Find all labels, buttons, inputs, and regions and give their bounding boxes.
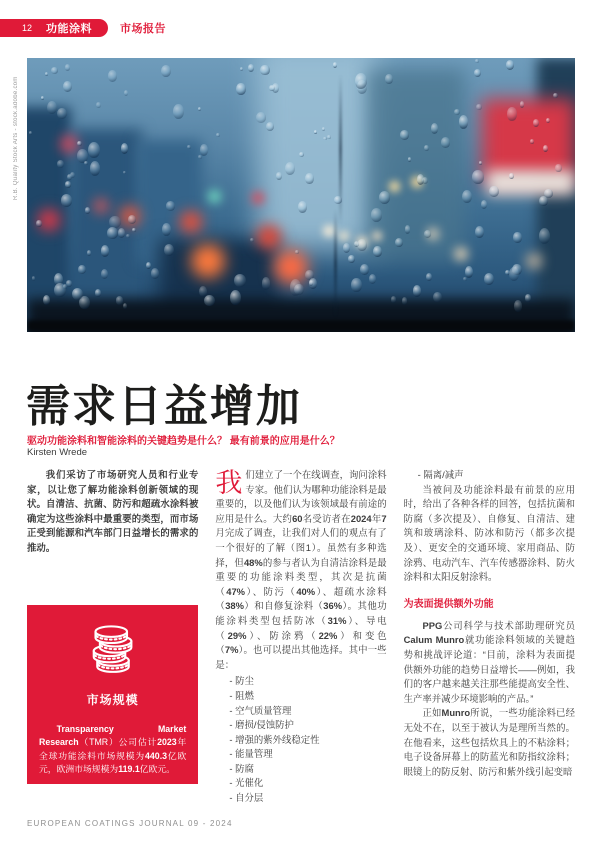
- raindrop: [272, 83, 279, 93]
- section-label: 功能涂料: [46, 23, 93, 35]
- raindrop: [413, 285, 422, 297]
- section-heading: 为表面提供额外功能: [403, 598, 494, 610]
- raindrop: [200, 144, 208, 156]
- raindrop: [506, 60, 514, 70]
- list-item: - 光催化: [215, 776, 386, 791]
- raindrop: [465, 266, 473, 278]
- raindrop: [204, 295, 215, 306]
- raindrop: [101, 245, 110, 257]
- raindrop: [116, 296, 124, 304]
- raindrop: [85, 207, 90, 213]
- photo-credit: R.B. Quality Stock Arts - stock.adobe.com: [13, 76, 19, 200]
- raindrop: [41, 96, 44, 100]
- list-item: - 防尘: [215, 674, 386, 689]
- raindrop: [121, 143, 128, 154]
- raindrop: [400, 130, 409, 140]
- raindrop: [162, 223, 171, 236]
- raindrop: [431, 123, 438, 134]
- raindrop: [234, 274, 246, 287]
- raindrop: [128, 215, 136, 224]
- raindrop: [369, 274, 376, 284]
- raindrop: [216, 133, 220, 138]
- applications-paragraph: 当被问及功能涂料最有前景的应用时，给出了各种各样的回答，包括抗菌和防腐（多次提及）、自修复、自清洁、建筑和玻璃涂料、防冰和防污（都多次提及）、更安全的交通环境、家用商品、防涂鸦、电动汽车、汽车传感器涂料、防火涂料和太阳反射涂料。: [403, 483, 575, 583]
- drop-cap: 我: [215, 468, 243, 498]
- hero-photo: [27, 58, 575, 332]
- list-item: - 隔离/减声: [404, 468, 575, 483]
- raindrop: [533, 119, 539, 127]
- raindrop: [474, 69, 481, 77]
- raindrop: [433, 292, 442, 302]
- raindrop: [391, 296, 397, 302]
- raindrop: [553, 93, 558, 98]
- raindrop: [57, 108, 67, 119]
- raindrop: [95, 289, 101, 297]
- column-2: [215, 468, 386, 806]
- raindrop: [72, 288, 83, 300]
- raindrop: [47, 101, 57, 114]
- raindrop: [166, 201, 175, 210]
- raindrop: [29, 131, 32, 135]
- raindrop: [57, 160, 64, 168]
- raindrop: [266, 122, 275, 131]
- raindrop: [479, 161, 482, 165]
- raindrop: [424, 145, 428, 151]
- raindrop: [87, 250, 92, 256]
- ppg-paragraph: PPG公司科学与技术部助理研究员Calum Munro就功能涂料领域的关键趋势和挑战评论道：“目前，涂料为表面提供额外功能的趋势日益增长——例如，我们的客户越来越关注那些能提高安全性、生产率并减少环境影响的产品。”: [403, 619, 575, 704]
- raindrop: [88, 142, 100, 158]
- dashboard-silhouette: [27, 320, 575, 332]
- raindrop: [360, 264, 369, 275]
- raindrop: [161, 65, 172, 78]
- raindrop: [322, 127, 325, 131]
- page-number: 12: [22, 23, 33, 33]
- list-item: - 空气质量管理: [215, 704, 386, 719]
- article-body: [27, 468, 575, 806]
- raindrop: [124, 90, 128, 96]
- raindrop: [109, 216, 121, 228]
- raindrop: [285, 162, 295, 175]
- article-subtitle: 驱动功能涂料和智能涂料的关键趋势是什么？ 最有前景的应用是什么？: [27, 436, 340, 447]
- raindrop: [43, 295, 50, 305]
- raindrop: [343, 243, 351, 253]
- survey-paragraph-text: 们建立了一个在线调查，询问涂料专家。他们认为哪种功能涂料是最重要的，以及他们认为该领域最有前途的应用是什么。大约60名受访者在2024年7月完成了调查，让我们对人们的观点有了一个很好的了解（图1）。虽然有多种选择，但48%的参与者认为自清洁涂料是最重要的功能涂料类型，其次是抗菌（47%）、防污（40%）、超疏水涂料（38%）和自修复涂料（36%）。其他功能涂料类型包括防冰（31%）、导电（29%）、防涂鸦（22%）和变色（7%）。也可以提出其他选择。其中一些是：: [215, 469, 387, 670]
- raindrop: [32, 276, 35, 281]
- raindrop: [357, 239, 367, 251]
- raindrop: [90, 161, 100, 175]
- raindrop: [525, 294, 532, 302]
- raindrop: [96, 102, 100, 108]
- raindrop: [187, 145, 191, 150]
- raindrop: [520, 101, 524, 108]
- raindrop: [305, 173, 313, 184]
- section-tab: [0, 19, 108, 37]
- raindrop: [45, 72, 48, 76]
- raindrop: [199, 286, 207, 297]
- coin-stack-icon: [85, 622, 141, 678]
- raindrop: [164, 244, 174, 257]
- raindrop: [379, 191, 390, 204]
- raindrop: [373, 246, 381, 257]
- raindrop: [260, 65, 269, 76]
- raindrop: [123, 303, 127, 309]
- raindrop: [51, 67, 58, 74]
- raindrop: [424, 230, 432, 238]
- raindrop: [463, 277, 467, 281]
- raindrop: [77, 141, 82, 147]
- raindrop: [334, 196, 342, 204]
- raindrop: [123, 171, 126, 175]
- market-size-box: [27, 605, 198, 784]
- raindrop: [514, 300, 522, 311]
- raindrop: [132, 228, 135, 232]
- list-item: - 防腐: [215, 762, 386, 777]
- raindrop: [371, 208, 383, 222]
- raindrop: [489, 186, 499, 198]
- raindrop: [385, 74, 392, 84]
- raindrop: [118, 228, 125, 238]
- market-box-body: Transparency Market Research（TMR）公司估计2023年全球功能涂料市场规模为440.3亿欧元，欧洲市场规模为119.1亿欧元。: [39, 723, 187, 775]
- raindrop: [240, 67, 243, 71]
- list-item: - 阻燃: [215, 689, 386, 704]
- raindrop: [248, 64, 254, 72]
- list-item: - 能量管理: [215, 747, 386, 762]
- raindrop: [513, 232, 521, 242]
- raindrop: [355, 73, 367, 89]
- raindrop: [509, 173, 514, 179]
- market-box-title: 市场规模: [86, 692, 139, 707]
- raindrop: [84, 161, 88, 166]
- raindrop: [236, 83, 246, 96]
- other-options-list-continued: [404, 468, 575, 483]
- raindrop: [70, 172, 75, 178]
- survey-paragraph: [215, 468, 386, 672]
- raindrop: [101, 269, 108, 279]
- raindrop: [256, 112, 266, 123]
- raindrop: [462, 190, 472, 204]
- raindrop: [146, 262, 151, 269]
- report-type-label: 市场报告: [120, 23, 167, 35]
- raindrop: [402, 297, 408, 304]
- raindrop: [543, 145, 548, 152]
- list-item: - 自分层: [215, 791, 386, 806]
- raindrop: [126, 234, 131, 239]
- raindrop: [509, 267, 519, 281]
- raindrop: [555, 164, 561, 172]
- raindrop: [250, 238, 254, 242]
- raindrop: [198, 107, 201, 111]
- raindrops-layer: [27, 58, 575, 332]
- raindrop: [65, 64, 70, 70]
- raindrop: [476, 104, 482, 110]
- raindrop: [539, 196, 548, 206]
- journal-footer: EUROPEAN COATINGS JOURNAL 09 - 2024: [27, 819, 233, 828]
- raindrop: [65, 181, 71, 187]
- raindrop: [484, 273, 494, 285]
- raindrop: [61, 194, 72, 206]
- raindrop: [63, 81, 72, 93]
- raindrop: [405, 225, 411, 233]
- raindrop: [539, 228, 550, 244]
- raindrop: [530, 139, 534, 144]
- raindrop: [36, 220, 41, 227]
- raindrop: [314, 130, 317, 134]
- raindrop: [348, 255, 355, 263]
- raindrop: [295, 250, 299, 254]
- raindrop: [395, 238, 403, 248]
- raindrop: [454, 109, 460, 115]
- raindrop: [507, 107, 517, 120]
- raindrop: [441, 137, 450, 147]
- raindrop: [459, 115, 468, 128]
- raindrop: [333, 62, 337, 68]
- other-options-list: [215, 674, 386, 805]
- raindrop: [408, 157, 411, 161]
- raindrop: [426, 273, 432, 281]
- raindrop: [262, 277, 271, 290]
- author-byline: Kirsten Wrede: [27, 447, 88, 458]
- raindrop: [276, 172, 282, 180]
- intro-paragraph: 我们采访了市场研究人员和行业专家，以让您了解功能涂料创新领域的现状。自清洁、抗菌、防污和超疏水涂料被确定为这些涂料中最重要的类型，而市场正受到能源和汽车部门日益增长的需求的推动。: [27, 469, 199, 553]
- raindrop: [107, 227, 118, 239]
- raindrop: [66, 280, 73, 287]
- raindrop: [198, 155, 201, 159]
- column-1: [27, 468, 198, 806]
- page-header: [0, 19, 166, 37]
- raindrop: [475, 226, 484, 238]
- raindrop: [299, 152, 304, 157]
- raindrop: [230, 290, 241, 305]
- raindrop: [294, 284, 304, 296]
- raindrop: [351, 278, 361, 292]
- article-title: 需求日益增加: [26, 382, 302, 431]
- raindrop: [475, 59, 479, 63]
- raindrop: [546, 118, 550, 123]
- list-item: - 增强的紫外线稳定性: [215, 733, 386, 748]
- raindrop: [327, 135, 330, 140]
- raindrop: [472, 170, 483, 184]
- raindrop: [78, 265, 86, 274]
- raindrop: [54, 283, 66, 297]
- list-item: - 磨损/侵蚀防护: [215, 718, 386, 733]
- raindrop: [151, 268, 159, 278]
- raindrop: [323, 137, 326, 140]
- raindrop: [173, 104, 184, 119]
- raindrop: [298, 201, 308, 213]
- munro-paragraph: 正如Munro所说，一些功能涂料已经无处不在，以至于被认为是理所当然的。在他看来，这些包括炊具上的不粘涂料；电子设备屏幕上的防蓝光和防指纹涂料；眼镜上的防反射、防污和紫外线引起变暗: [403, 707, 575, 777]
- raindrop: [108, 70, 117, 82]
- column-3: [404, 468, 575, 806]
- raindrop: [481, 200, 487, 209]
